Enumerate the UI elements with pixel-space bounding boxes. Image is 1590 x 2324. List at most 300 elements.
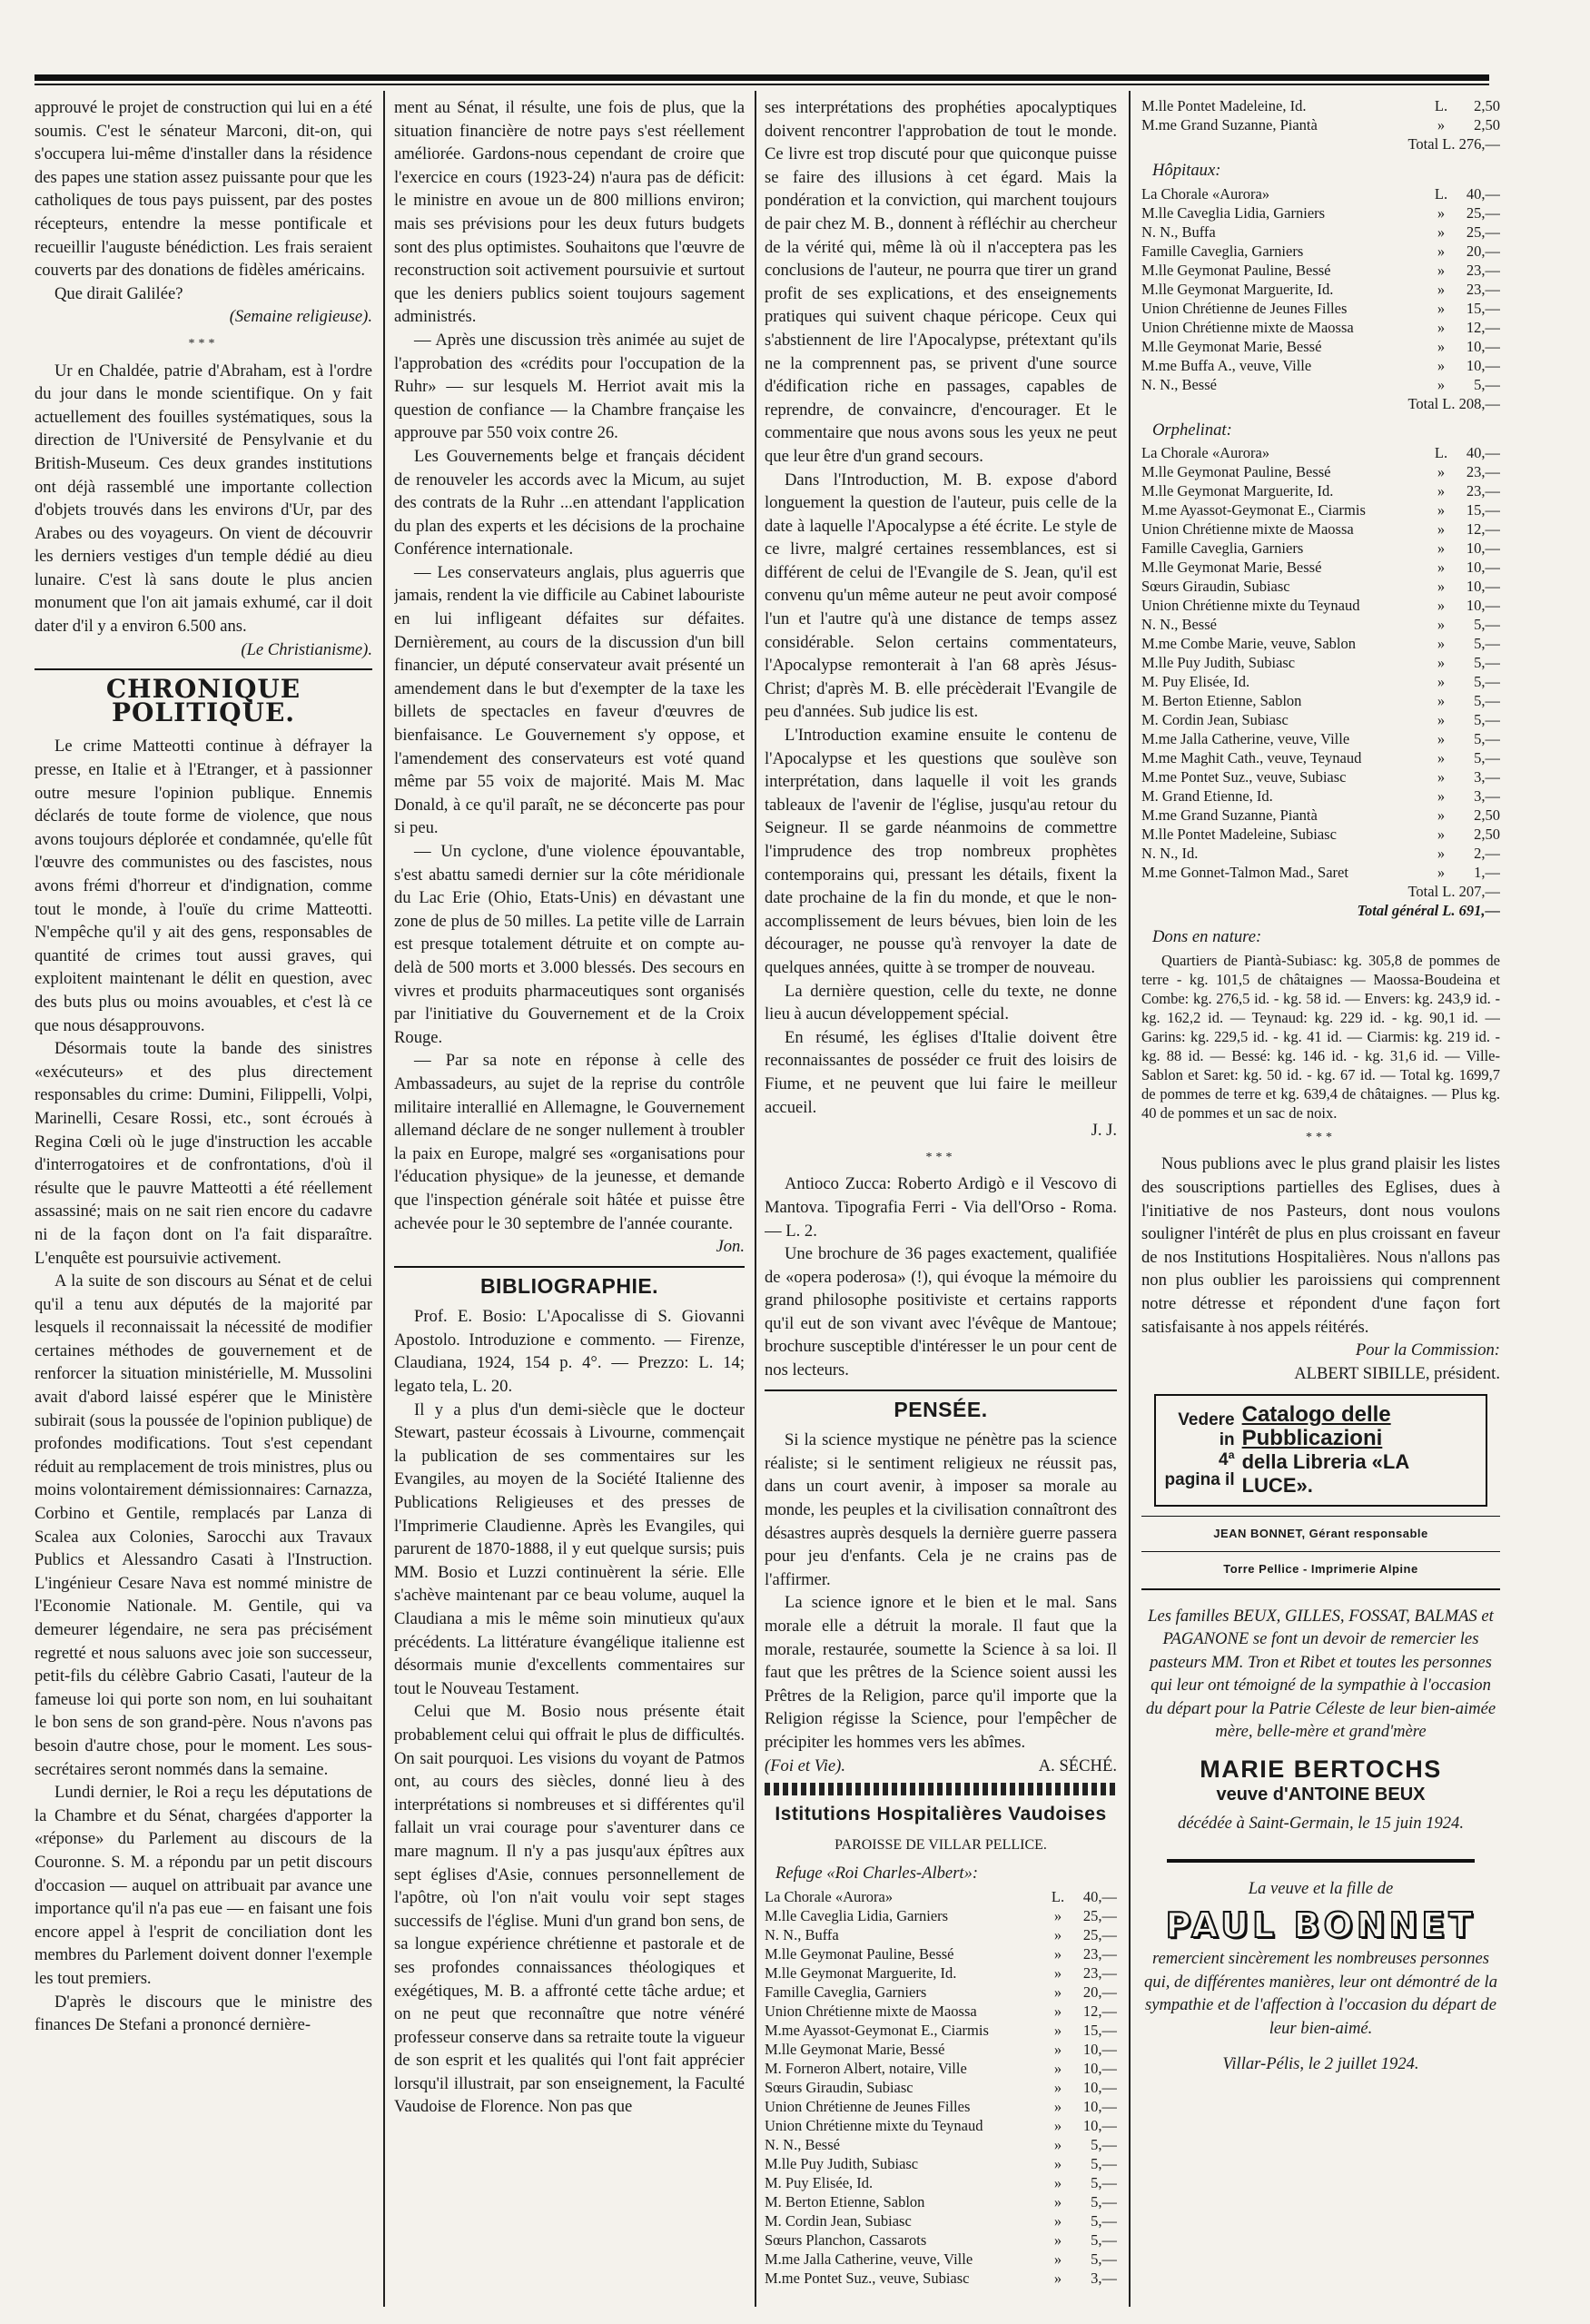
list-item (765, 1983, 1117, 2002)
amount: 2,50 (1474, 806, 1500, 825)
currency-mark: » (1053, 2154, 1062, 2172)
donor-name: Union Chrétienne mixte du Teynaud (1141, 597, 1360, 615)
paragraph: La science ignore et le bien et le mal. Sans morale elle a détruit la morale. Il faut que la morale, restaurée, soumette la Science à sa loi. Il faut que les prêtres de la Science soient aussi les Prêtres de la Religion, parce qu'il importe que la Religion régisse la Science, pour l'empêcher de précipiter les hommes vers les abîmes. (765, 1593, 1117, 1752)
list-item (1141, 634, 1500, 653)
list-item (765, 2230, 1117, 2250)
currency-mark: » (1437, 711, 1446, 729)
donor-name: M.lle Puy Judith, Subiasc (765, 2154, 919, 2172)
donor-name: M. Puy Elisée, Id. (1141, 673, 1250, 691)
currency-mark: » (1437, 280, 1446, 298)
list-item (765, 2135, 1117, 2154)
donor-name: M.me Pontet Suz., veuve, Subiasc (1141, 768, 1347, 786)
list-item (1141, 375, 1500, 394)
list-item (1141, 748, 1500, 767)
amount: 10,— (1466, 597, 1500, 615)
paragraph: Celui que M. Bosio nous présente était probablement celui qui offrait le plus de difficultés. On sait pourquoi. Les visions du voyant de Patmos ont, au cours des siècles, donné lieu à des interprétations si nombreuses et si différentes qu'il fallait un vrai courage pour s'aventurer dans ce mare magnum. Il n'y a pas jusqu'aux épîtres aux sept églises d'Asie, connues personnellement de l'apôtre, où l'on n'ait voulu voir sept stages successifs de l'église. Muni d'un grand bon sens, de sa longue expérience chrétienne et pastorale et de ses profondes connaissances théologiques et exégétiques, M. B. a affronté cette tâche ardue; et on ne peut que reconnaître que notre vénéré professeur conserve dans sa retraite toute la vigueur de son esprit et les qualités qui l'ont fait apprécier lorsqu'il illustrait, par son enseignement, la Faculté Vaudoise de Florence. Non pas que (394, 1702, 745, 2117)
section-rule (394, 1266, 745, 1268)
currency-mark: » (1053, 2269, 1062, 2287)
paragraph: Les Gouvernements belge et français décident de renouveler les accords avec la Micum, au sujet des contrats de la Ruhr ...en attendant l'application du plan des experts et les décisions de la prochaine Conférence internationale. (394, 446, 745, 559)
list-item (765, 2078, 1117, 2097)
donor-name: M.me Buffa A., veuve, Ville (1141, 356, 1312, 374)
list-item (1141, 710, 1500, 729)
donor-name: M.lle Geymonat Marie, Bessé (1141, 337, 1322, 355)
amount: 23,— (1466, 482, 1500, 500)
amount: 2,— (1474, 845, 1500, 863)
top-rule (35, 74, 1489, 81)
amount: 5,— (1474, 673, 1500, 691)
amount: 2,50 (1474, 97, 1500, 114)
amount: 40,— (1082, 1887, 1117, 1905)
paragraph: En résumé, les églises d'Italie doivent être reconnaissantes de posséder ce fruit des loisirs de Fiume, et ne peuvent que lui faire le meilleur accueil. (765, 1027, 1117, 1117)
donor-name: Union Chrétienne de Jeunes Filles (765, 2097, 971, 2115)
currency-mark: » (1437, 242, 1446, 260)
signature: A. SÉCHÉ. (1038, 1755, 1117, 1775)
donor-name: M.lle Geymonat Marie, Bessé (765, 2040, 945, 2058)
column-2 (394, 96, 745, 2303)
paragraph: Nous publions avec le plus grand plaisir les listes des souscriptions partielles des Eglises, dues à l'initiative de nos Pasteurs, dont nous voulons souligner l'intérêt de plus en plus croissant en faveur de nos Institutions Hospitalières. Nous n'allons pas non plus oublier les paroissiens qui comprennent notre détresse et répondent d'une façon fort satisfaisante à nos appels réitérés. (1141, 1154, 1500, 1337)
donor-name: La Chorale «Aurora» (765, 1887, 894, 1905)
currency-mark: L. (1434, 97, 1448, 114)
amount: 2,50 (1474, 826, 1500, 844)
donor-name: M.lle Pontet Madeleine, Subiasc (1141, 826, 1337, 844)
deceased-name-paul: PAUL BONNET (1165, 1905, 1476, 1946)
paragraph: Le crime Matteotti continue à défrayer la presse, en Italie et à l'Etranger, et à passionner outre mesure l'opinion publique. Ennemis déclarés de toute forme de violence, que nous avons toujours déplorée et condamnée, qu'elle fût l'œuvre des communistes ou des fascistes, nous avons frémi d'horreur et d'indignation, comme tout le monde, à l'ouïe du crime Matteotti. N'empêche qu'il y ait des gens, responsables de quantité de crimes tout aussi graves, qui exploitent maintenant le délit en question, avec des buts plus ou moins avouables, et c'est là ce que nous désapprouvons. (35, 737, 372, 1035)
paragraph: A la suite de son discours au Sénat et de celui qu'il a tenu aux députés de la majorité par lesquels il reconnaissait la nécessité de modifier certaines méthodes de gouvernement et de renforcer la situation ministérielle, M. Mussolini avait d'abord laissé espérer que le Ministère subirait (sous la poussée de l'opinion publique) de profondes modifications. Tout s'est cependant réduit au remplacement de trois ministres, plus ou moins volontairement démissionnaires: Carnazza, Corbino et Gentile, remplacés par Lanza di Scalea aux Colonies, Sarocchi aux Travaux Publics et Alessandro Casati à l'Instruction. L'ingénieur Cesare Nava est nommé ministre de l'Economie Nationale. M. Gentile, qui va demeurer légendaire, ne sera pas précisément regretté et nous saluons avec joie son successeur, petit-fils du célèbre Gabrio Casati, l'auteur de la fameuse loi qui porte son nom, en lui souhaitant le bon sens de son grand-père. Nous n'avons pas besoin d'autre chose, pour le moment. Les sous-secrétaires seront nommés dans la semaine. (35, 1271, 372, 1779)
donor-name: M.me Combe Marie, veuve, Sablon (1141, 635, 1356, 653)
list-item (1141, 337, 1500, 356)
amount: 3,— (1474, 787, 1500, 806)
currency-mark: » (1437, 299, 1446, 317)
donor-name: Famille Caveglia, Garniers (765, 1983, 927, 2001)
currency-mark: » (1053, 2059, 1062, 2077)
amount: 5,— (1091, 2135, 1117, 2153)
donation-list (765, 1887, 1117, 2288)
donor-name: M. Berton Etienne, Sablon (1141, 692, 1302, 710)
amount: 3,— (1474, 768, 1500, 786)
amount: 15,— (1466, 501, 1500, 519)
list-item (765, 2097, 1117, 2116)
amount: 5,— (1474, 749, 1500, 767)
amount: 23,— (1466, 261, 1500, 279)
amount: 2,50 (1474, 116, 1500, 134)
amount: 12,— (1466, 520, 1500, 539)
stars-divider: *** (925, 1150, 956, 1164)
list-item (1141, 299, 1500, 318)
donor-name: N. N., Buffa (765, 1925, 839, 1943)
currency-mark: » (1053, 1983, 1062, 2001)
amount: 5,— (1091, 2154, 1117, 2172)
amount: 15,— (1082, 2021, 1117, 2039)
section-heading-chronique: CHRONIQUE POLITIQUE. (105, 674, 301, 727)
currency-mark: » (1437, 482, 1446, 500)
list-item (1141, 242, 1500, 261)
amount: 1,— (1474, 864, 1500, 882)
list-item (1141, 825, 1500, 844)
list-item (1141, 115, 1500, 134)
amount: 10,— (1466, 356, 1500, 374)
donor-name: M. Cordin Jean, Subiasc (765, 2211, 912, 2230)
currency-mark: » (1053, 2078, 1062, 2096)
divider (1141, 1516, 1500, 1517)
list-item (1141, 261, 1500, 280)
section-rule (35, 668, 372, 670)
currency-mark: » (1437, 864, 1446, 882)
list-item (765, 2116, 1117, 2135)
currency-mark: » (1437, 356, 1446, 374)
list-total: Total L. 208,— (1407, 394, 1500, 412)
list-item (765, 2059, 1117, 2078)
thanks-notice: remercient sincèrement les nombreuses personnes qui, de différentes manières, leur ont démontré de la sympathie et de l'affection à l'occasion du départ de leur bien-aimé. (1143, 1949, 1498, 2038)
donor-name: N. N., Buffa (1141, 223, 1216, 241)
amount: 5,— (1091, 2250, 1117, 2268)
source-note: (Le Christianisme). (241, 639, 372, 659)
donor-name: M.lle Geymonat Marguerite, Id. (1141, 280, 1334, 298)
amount: 25,— (1466, 203, 1500, 222)
column-separator (1129, 91, 1131, 2307)
donor-name: Famille Caveglia, Garniers (1141, 539, 1304, 558)
donor-name: Union Chrétienne mixte de Maossa (1141, 318, 1354, 336)
list-item (765, 2154, 1117, 2173)
donor-name: M.me Ayassot-Geymonat E., Ciarmis (1141, 501, 1366, 519)
thanks-notice: Les familles BEUX, GILLES, FOSSAT, BALMAS et PAGANONE se font un devoir de remercier les pasteurs MM. Tron et Ribet et toutes les personnes qui leur ont témoigné de la sympathie à l'occasion du départ pour la Patrie Céleste de leur bien-aimée mère, belle-mère et grand'mère (1145, 1606, 1496, 1742)
currency-mark: » (1053, 1906, 1062, 1924)
advert-text: Vedere in (1178, 1410, 1235, 1450)
currency-mark: » (1437, 375, 1446, 393)
paragraph: L'Introduction examine ensuite le contenu de l'Apocalypse et les questions que soulève son interprétation, dans laquelle il voit les grands tableaux de l'avenir de l'église, jusqu'au retour du Seigneur. Il se garde néanmoins de commettre l'imprudence des trop nombreux prophètes contemporains qui, pressant les détails, fixent la date prochaine de la fin du monde, et que le non-accomplissement de leurs bévues, bien loin de les décourager, ne pousse qu'à renvoyer la date de quelques années, quitte à se tromper de nouveau. (765, 726, 1117, 977)
catalogue-advert (1154, 1394, 1487, 1507)
list-item (1141, 653, 1500, 672)
donor-name: M.me Grand Suzanne, Piantà (1141, 806, 1318, 825)
source-note: (Semaine religieuse). (229, 307, 372, 327)
currency-mark: » (1437, 318, 1446, 336)
section-heading-pensee: PENSÉE. (894, 1397, 988, 1421)
deceased-subtitle: veuve d'ANTOINE BEUX (1216, 1784, 1426, 1805)
paragraph: Que dirait Galilée? (54, 283, 183, 303)
place-date: Villar-Pélis, le 2 juillet 1924. (1222, 2054, 1419, 2074)
amount: 23,— (1082, 1944, 1117, 1963)
amount: 25,— (1466, 223, 1500, 241)
ornamental-divider (765, 1783, 1117, 1795)
paragraph: Prof. E. Bosio: L'Apocalisse di S. Giovanni Apostolo. Introduzione e commento. — Firenze, Claudiana, 1924, 154 p. 4°. — Prezzo: L. 14; legato tela, L. 20. (394, 1307, 745, 1397)
source-line (765, 1755, 1117, 1778)
list-subheading: Dons en nature: (1152, 927, 1262, 947)
deceased-name: MARIE BERTOCHS (1200, 1755, 1442, 1784)
paragraph: ment au Sénat, il résulte, une fois de plus, que la situation financière de notre pays s'est réellement améliorée. Gardons-nous cependant de croire que l'exercice en cours (1923-24) n'aura pas de déficit: le ministre en avoue un de 800 millions environ; mais ses prévisions pour les deux futurs budgets sont des plus optimistes. Souhaitons que l'œuvre de reconstruction soit activement poursuivie et surtout que les deniers publics soient toujours sagement administrés. (394, 98, 745, 327)
currency-mark: » (1053, 2211, 1062, 2230)
amount: 12,— (1082, 2002, 1117, 2020)
amount: 10,— (1082, 2078, 1117, 2096)
list-item (1141, 729, 1500, 748)
currency-mark: » (1053, 2021, 1062, 2039)
currency-mark: » (1437, 539, 1446, 558)
gerant-line: JEAN BONNET, Gérant responsable (1213, 1527, 1428, 1541)
divider (1167, 1859, 1475, 1863)
currency-mark: » (1437, 806, 1446, 825)
currency-mark: » (1053, 2097, 1062, 2115)
amount: 20,— (1466, 242, 1500, 260)
donor-name: M.me Maghit Cath., veuve, Teynaud (1141, 749, 1362, 767)
paragraph: Désormais toute la bande des sinistres «exécuteurs» et des plus directement responsables du crime: Dumini, Filippelli, Volpi, Marinelli, Cesare Rossi, etc., sont écroués à Regina Cœli où le juge d'instruction les accable d'interrogatoires et de confrontations, d'où il résulte que le pauvre Matteotti a été réellement assassiné; mais on ne sait rien encore du cadavre ni de la façon dont on l'a fait disparaître. L'enquête est poursuivie activement. (35, 1039, 372, 1268)
amount: 10,— (1082, 2059, 1117, 2077)
donor-name: M.lle Caveglia Lidia, Garniers (765, 1906, 949, 1924)
currency-mark: » (1437, 787, 1446, 806)
column-1 (35, 96, 372, 2303)
amount: 5,— (1091, 2211, 1117, 2230)
amount: 5,— (1474, 654, 1500, 672)
column-separator (755, 91, 756, 2307)
donor-name: M.lle Geymonat Marguerite, Id. (1141, 482, 1334, 500)
currency-mark: » (1053, 1925, 1062, 1943)
advert-text: 4ª pagina il (1164, 1450, 1235, 1490)
paragraph: Dans l'Introduction, M. B. expose d'abord longuement la question de l'auteur, puis celle de la date à laquelle l'Apocalypse a été écrite. Le style de ce livre, malgré certaines ressemblances, est si différent de celui de l'Evangile de S. Jean, qu'il est convenu qu'un même auteur ne peut avoir composé l'un et l'autre qu'à une distance de temps assez considérable. Selon certains commentateurs, l'Apocalypse remonterait à l'an 68 après Jésus-Christ; d'après M. B. elle précèderait l'Evangile de peu d'années. Sub judice lis est. (765, 470, 1117, 722)
list-item (765, 2021, 1117, 2040)
donor-name: M.lle Geymonat Marguerite, Id. (765, 1963, 957, 1982)
donor-name: La Chorale «Aurora» (1141, 184, 1270, 203)
section-heading-bibliographie: BIBLIOGRAPHIE. (479, 1273, 659, 1298)
paragraph: — Un cyclone, d'une violence épouvantable, s'est abattu samedi dernier sur la côte méridionale du Lac Erie (Ohio, Etats-Unis) en dévastant une zone de plus de 50 milles. La petite ville de Larrain est presque totalement détruite et on compte au-delà de 500 morts et 3.000 blessés. Des secours en vivres et produits pharmaceutiques sont organisés par l'initiative du Gouvernement et de la Croix Rouge. (394, 842, 745, 1047)
currency-mark: » (1053, 2250, 1062, 2268)
amount: 5,— (1474, 616, 1500, 634)
amount: 10,— (1082, 2097, 1117, 2115)
currency-mark: » (1437, 635, 1446, 653)
donor-name: M.lle Geymonat Pauline, Bessé (765, 1944, 954, 1963)
list-item (1141, 863, 1500, 882)
list-item (765, 2192, 1117, 2211)
amount: 10,— (1082, 2040, 1117, 2058)
list-item (1141, 539, 1500, 558)
donor-name: Sœurs Giraudin, Subiasc (765, 2078, 914, 2096)
amount: 40,— (1466, 444, 1500, 462)
list-item (1141, 596, 1500, 615)
donor-name: N. N., Bessé (765, 2135, 840, 2153)
list-item (1141, 203, 1500, 223)
paragraph: — Les conservateurs anglais, plus aguerris que jamais, rendent la vie difficile au Cabinet labouriste en lui infligeant défaites sur défaites. Dernièrement, au cours de la discussion d'un bill financier, un député conservateur avait présenté un amendement dans le but d'exempter de la taxe les billets de spectacles en faveur d'œuvres de bienfaisance. Le Gouvernement s'y oppose, et l'amendement des conservateurs est voté quand même par 55 voix de majorité. Mais M. Mac Donald, à ce qu'il paraît, ne se déconcerte pas pour si peu. (394, 562, 745, 838)
currency-mark: » (1437, 692, 1446, 710)
printer-line: Torre Pellice - Imprimerie Alpine (1223, 1561, 1418, 1576)
currency-mark: » (1437, 261, 1446, 279)
amount: 25,— (1082, 1906, 1117, 1924)
amount: 15,— (1466, 299, 1500, 317)
currency-mark: » (1437, 337, 1446, 355)
divider (1141, 1551, 1500, 1552)
currency-mark: » (1053, 2173, 1062, 2191)
list-item (765, 2040, 1117, 2059)
list-total: Total L. 207,— (1407, 883, 1500, 901)
advert-text: della Libreria «LA LUCE». (1241, 1450, 1409, 1498)
list-subheading: Orphelinat: (1152, 420, 1232, 440)
donor-name: Union Chrétienne mixte de Maossa (765, 2002, 977, 2020)
donor-name: N. N., Bessé (1141, 375, 1217, 393)
divider (1141, 1588, 1500, 1590)
currency-mark: » (1437, 768, 1446, 786)
amount: 5,— (1474, 711, 1500, 729)
amount: 20,— (1082, 1983, 1117, 2001)
donor-name: M. Puy Elisée, Id. (765, 2173, 874, 2191)
currency-mark: » (1437, 730, 1446, 748)
currency-mark: » (1437, 578, 1446, 596)
list-item (1141, 786, 1500, 806)
amount: 5,— (1474, 635, 1500, 653)
list-item (1141, 318, 1500, 337)
grand-total: Total général L. 691,— (1357, 902, 1500, 920)
list-item (765, 1944, 1117, 1963)
donor-name: Sœurs Giraudin, Subiasc (1141, 578, 1290, 596)
currency-mark: » (1437, 116, 1446, 134)
currency-mark: L. (1051, 1887, 1065, 1905)
amount: 10,— (1466, 539, 1500, 558)
source-note: (Foi et Vie). (765, 1755, 845, 1775)
list-total: Total L. 276,— (1407, 135, 1500, 153)
list-item (765, 1963, 1117, 1983)
donor-name: M.me Pontet Suz., veuve, Subiasc (765, 2269, 970, 2287)
paragraph: approuvé le projet de construction qui lui en a été soumis. C'est le sénateur Marconi, dit-on, qui s'occupera lui-même d'installer dans la résidence des papes une station assez puissante pour que les catholiques de tous pays puissent, par des postes récepteurs, entendre la messe pontificale et recueillir l'auguste bénédiction. Les frais seraient couverts par des donations de fidèles américains. (35, 98, 372, 281)
list-item (1141, 519, 1500, 539)
donor-name: Union Chrétienne mixte du Teynaud (765, 2116, 983, 2134)
donor-name: M.lle Geymonat Pauline, Bessé (1141, 463, 1331, 481)
section-rule (765, 1389, 1117, 1391)
paragraph: Ur en Chaldée, patrie d'Abraham, est à l'ordre du jour dans le monde scientifique. On y fait actuellement des fouilles systématiques, sous la direction de l'Université de Pensylvanie et du British-Museum. Ces deux grandes institutions ont déjà rassemblé une importante collection d'objets trouvés dans les environs d'Ur, par des Arabes ou des voyageurs. On vient de découvrir les derniers vestiges d'un temple dédié au dieu lunaire. C'est là sans doute le plus ancien monument que l'on ait jamais exhumé, car il doit dater d'il y a environ 6.500 ans. (35, 361, 372, 637)
donation-list (1141, 443, 1500, 882)
paragraph: Si la science mystique ne pénètre pas la science réaliste; si le sentiment religieux ne réussit pas, dans un court avenir, à imposer sa morale au monde, les peuples et la civilisation connaîtront des désastres auprès desquels la dernière guerre passera pour jeu d'enfants. Cela je ne crains pas de l'affirmer. (765, 1430, 1117, 1589)
amount: 5,— (1091, 2173, 1117, 2191)
paragraph: D'après le discours que le ministre des finances De Stefani a prononcé dernière- (35, 1992, 372, 2035)
list-item (1141, 672, 1500, 691)
donor-name: M.lle Geymonat Pauline, Bessé (1141, 261, 1331, 279)
list-item (1141, 443, 1500, 462)
donor-name: La Chorale «Aurora» (1141, 444, 1270, 462)
paragraph: La dernière question, celle du texte, ne donne lieu à aucun développement spécial. (765, 981, 1117, 1024)
currency-mark: » (1437, 520, 1446, 539)
list-subheading: Hôpitaux: (1152, 161, 1221, 180)
list-item (765, 2173, 1117, 2192)
signature: J. J. (1091, 1121, 1117, 1141)
paragraph: Antioco Zucca: Roberto Ardigò e il Vescovo di Mantova. Tipografia Ferri - Via dell'Orso - Roma. — L. 2. (765, 1174, 1117, 1241)
amount: 5,— (1474, 692, 1500, 710)
list-item (765, 2211, 1117, 2230)
donor-name: Union Chrétienne mixte de Maossa (1141, 520, 1354, 539)
donor-name: M. Cordin Jean, Subiasc (1141, 711, 1289, 729)
section-heading-institutions: Istitutions Hospitalières Vaudoises (775, 1804, 1107, 1825)
president-signature: ALBERT SIBILLE, président. (1294, 1363, 1500, 1383)
list-item (1141, 223, 1500, 242)
column-3 (765, 96, 1117, 2303)
donor-name: Union Chrétienne de Jeunes Filles (1141, 299, 1348, 317)
donor-name: M.me Jalla Catherine, veuve, Ville (765, 2250, 973, 2268)
list-item (1141, 462, 1500, 481)
currency-mark: » (1437, 673, 1446, 691)
donor-name: M.me Gonnet-Talmon Mad., Saret (1141, 864, 1348, 882)
paragraph: ses interprétations des prophéties apocalyptiques doivent rencontrer l'approbation de tout le monde. Ce livre est trop discuté pour que quiconque puisse se faire des illusions à cet égard. Mais la pondération et la conviction, qui marchent toujours de pair chez M. B., donnent à réfléchir au chercheur de la vérité qui, même là où il n'acceptera pas les conclusions de l'auteur, ne pourra que tirer un grand profit de ses explications, et des enseignements pratiques qui suivent chaque péricope. Ceux qui s'abstiennent de lire l'Apocalypse, prétextant qu'ils ne la comprennent pas, se privent d'une source d'édification riche en passages, capables de reprendre, de convaincre, d'encourager. Et le commentaire que nous avons sous les yeux ne peut que leur être d'un grand secours. (765, 98, 1117, 466)
currency-mark: » (1053, 2135, 1062, 2153)
currency-mark: L. (1434, 444, 1448, 462)
currency-mark: » (1437, 845, 1446, 863)
currency-mark: » (1437, 616, 1446, 634)
signature: Jon. (716, 1237, 745, 1257)
currency-mark: » (1437, 223, 1446, 241)
list-item (1141, 184, 1500, 203)
list-item (765, 1906, 1117, 1925)
list-item (1141, 280, 1500, 299)
stars-divider: *** (188, 336, 219, 351)
currency-mark: » (1053, 2116, 1062, 2134)
amount: 10,— (1082, 2116, 1117, 2134)
top-rule-thin (35, 84, 1489, 85)
amount: 3,— (1091, 2269, 1117, 2287)
amount: 23,— (1082, 1963, 1117, 1982)
amount: 25,— (1082, 1925, 1117, 1943)
list-item (1141, 481, 1500, 500)
paragraph: — Après une discussion très animée au sujet de l'approbation des «crédits pour l'occupation de la Ruhr» — sur lesquels M. Herriot avait mis la question de confiance — la Chambre française les approuve par 550 voix contre 26. (394, 330, 745, 443)
column-separator (383, 91, 385, 2307)
amount: 5,— (1474, 375, 1500, 393)
list-item (765, 2002, 1117, 2021)
currency-mark: » (1053, 1944, 1062, 1963)
currency-mark: » (1437, 463, 1446, 481)
list-item (1141, 577, 1500, 596)
widow-line: La veuve et la fille de (1248, 1878, 1394, 1898)
list-item (1141, 806, 1500, 825)
currency-mark: » (1437, 826, 1446, 844)
currency-mark: » (1053, 2002, 1062, 2020)
list-item (765, 2250, 1117, 2269)
donor-name: M.me Ayassot-Geymonat E., Ciarmis (765, 2021, 989, 2039)
list-item (765, 1887, 1117, 1906)
currency-mark: » (1053, 1963, 1062, 1982)
currency-mark: » (1053, 2192, 1062, 2210)
list-item (1141, 500, 1500, 519)
amount: 5,— (1091, 2192, 1117, 2210)
donation-list (1141, 96, 1500, 134)
paragraph: — Par sa note en réponse à celle des Ambassadeurs, au sujet de la reprise du contrôle militaire interallié en Allemagne, le Gouvernement allemand déclare de ne songer nullement à troubler la paix en Europe, malgré ses «organisations pour l'éducation physique» de la jeunesse, et demande que l'inspection générale soit hâtée et puisse être achevée pour le 30 septembre de l'année courante. (394, 1051, 745, 1233)
donor-name: M.me Jalla Catherine, veuve, Ville (1141, 730, 1350, 748)
currency-mark: L. (1434, 184, 1448, 203)
paragraph: Quartiers de Piantà-Subiasc: kg. 305,8 de pommes de terre - kg. 101,5 de châtaignes — Maossa-Boudeina et Combe: kg. 276,5 id. - kg. 58 id. — Envers: kg. 243,9 id. - kg. 162,2 id. — Teynaud: kg. 229 id. - kg. 90,1 id. — Garins: kg. 229,5 id. - kg. 41 id. — Ciarmis: kg. 219 id. - kg. 88 id. — Bessé: kg. 146 id. - kg. 31,6 id. — Ville-Sablon et Saret: kg. 50 id. - kg. 67 id. — Total kg. 1699,7 de pommes de terre et kg. 639,4 de châtaignes. — Plus kg. 40 de pommes et un sac de noix. (1141, 951, 1500, 1122)
paragraph: Une brochure de 36 pages exactement, qualifiée de «opera poderosa» (!), qui évoque la mémoire du grand philosophe positiviste et certains rapports qu'il eut de son vivant avec l'évêque de Mantoue; brochure susceptible d'intéresser le un pour cent de nos lecteurs. (765, 1244, 1117, 1380)
donor-name: M.lle Geymonat Marie, Bessé (1141, 559, 1322, 577)
list-item (765, 2269, 1117, 2288)
paragraph: Il y a plus d'un demi-siècle que le docteur Stewart, pasteur écossais à Livourne, commençait la publication de ses commentaires sur les Evangiles, au moyen de la Société Italienne des Publications Religieuses et des presses de l'Imprimerie Claudienne. Après les Evangiles, qui parurent de 1870-1888, il y eut quelque sursis; puis MM. Bosio et Luzzi continuèrent la série. Elle s'achève maintenant par ce beau volume, auquel la Claudiana a mis le même soin minutieux qu'aux précédents. La littérature évangélique italienne est désormais munie d'excellents commentaires sur tout le Nouveau Testament. (394, 1399, 745, 1698)
currency-mark: » (1437, 559, 1446, 577)
donor-name: M. Forneron Albert, notaire, Ville (765, 2059, 967, 2077)
donor-name: M.me Grand Suzanne, Piantà (1141, 116, 1318, 134)
list-item (1141, 615, 1500, 634)
deceased-date: décédée à Saint-Germain, le 15 juin 1924. (1178, 1814, 1464, 1834)
currency-mark: » (1053, 2230, 1062, 2249)
parish-title: PAROISSE DE VILLAR PELLICE. (835, 1836, 1047, 1853)
list-item (1141, 96, 1500, 115)
amount: 23,— (1466, 280, 1500, 298)
list-subheading: Refuge «Roi Charles-Albert»: (775, 1864, 979, 1884)
donor-name: N. N., Id. (1141, 845, 1199, 863)
donation-list (1141, 184, 1500, 394)
list-item (1141, 844, 1500, 863)
donor-name: M.lle Caveglia Lidia, Garniers (1141, 203, 1326, 222)
advert-title: Catalogo delle Pubblicazioni (1241, 1402, 1391, 1451)
amount: 10,— (1466, 337, 1500, 355)
amount: 10,— (1466, 578, 1500, 596)
list-item (1141, 356, 1500, 375)
column-4 (1141, 96, 1500, 2303)
currency-mark: » (1437, 749, 1446, 767)
list-item (1141, 558, 1500, 577)
donor-name: N. N., Bessé (1141, 616, 1217, 634)
list-item (765, 1925, 1117, 1944)
amount: 23,— (1466, 463, 1500, 481)
donor-name: M.lle Puy Judith, Subiasc (1141, 654, 1296, 672)
amount: 12,— (1466, 318, 1500, 336)
amount: 5,— (1091, 2230, 1117, 2249)
list-item (1141, 691, 1500, 710)
